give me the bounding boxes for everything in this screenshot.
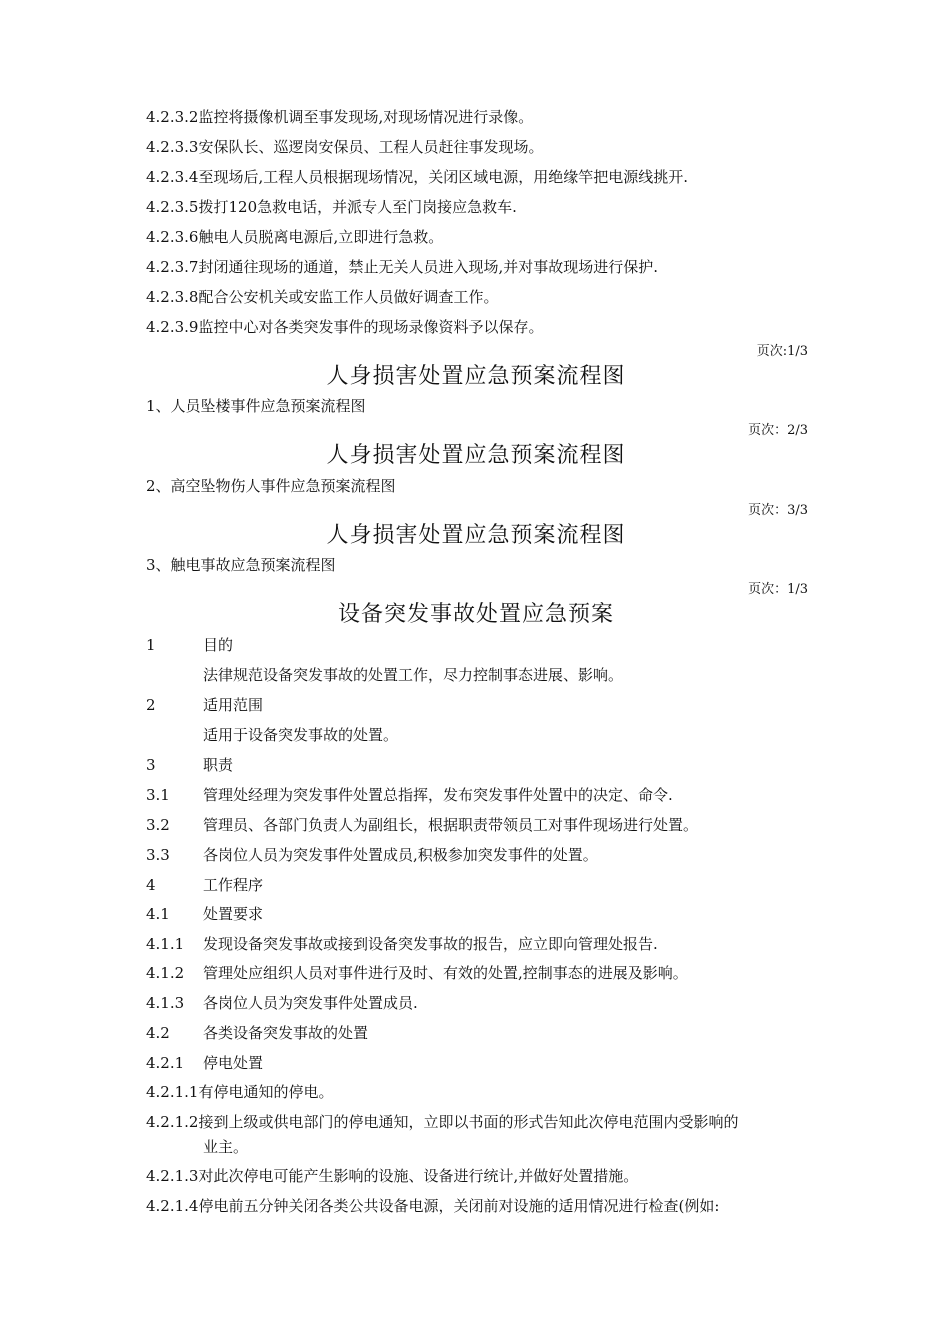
item-text: 适用于设备突发事故的处置。 bbox=[203, 726, 399, 744]
item-text: 管理处应组织人员对事件进行及时、有效的处置,控制事态的进展及影响。 bbox=[203, 964, 688, 982]
item-number: 4.2.3.6 bbox=[146, 228, 199, 246]
item-text: 各岗位人员为突发事件处置成员,积极参加突发事件的处置。 bbox=[203, 846, 598, 864]
item-text: 工作程序 bbox=[203, 876, 264, 894]
section-title: 人身损害处置应急预案流程图 bbox=[326, 443, 626, 468]
item-text: 管理处经理为突发事件处置总指挥，发布突发事件处置中的决定、命令. bbox=[203, 786, 673, 804]
item-4-2-3-2 bbox=[146, 106, 816, 128]
plan-item bbox=[146, 962, 816, 984]
plan-item bbox=[146, 1165, 816, 1187]
item-text: 封闭通往现场的通道，禁止无关人员进入现场,并对事故现场进行保护. bbox=[198, 258, 659, 276]
plan-item bbox=[146, 784, 816, 806]
item-text: 至现场后,工程人员根据现场情况，关闭区域电源，用绝缘竿把电源线挑开. bbox=[198, 168, 689, 186]
item-number: 2 bbox=[146, 696, 156, 714]
item-number: 4.2.3.8 bbox=[146, 288, 199, 306]
plan-item bbox=[146, 724, 816, 746]
item-text: 触电人员脱离电源后,立即进行急救。 bbox=[198, 228, 444, 246]
plan-item bbox=[146, 754, 816, 776]
page-number: 页次：1/3 bbox=[748, 582, 808, 597]
item-number: 4.2.1.4 bbox=[146, 1197, 199, 1215]
item-number: 4.1 bbox=[146, 905, 170, 923]
item-number: 4.1.2 bbox=[146, 964, 185, 982]
item-text: 拨打120急救电话，并派专人至门岗接应急救车. bbox=[198, 198, 517, 216]
item-number: 4.2.1.1 bbox=[146, 1083, 199, 1101]
plan-title: 设备突发事故处置应急预案 bbox=[337, 602, 614, 627]
plan-item bbox=[146, 874, 816, 896]
item-number: 3.2 bbox=[146, 816, 170, 834]
item-4-2-3-5 bbox=[146, 196, 816, 218]
item-number: 4.2.1.3 bbox=[146, 1167, 199, 1185]
item-number: 4.1.1 bbox=[146, 935, 185, 953]
section-subtitle: 1、人员坠楼事件应急预案流程图 bbox=[146, 397, 366, 415]
item-number: 4.2.1.2 bbox=[146, 1113, 199, 1131]
section-subtitle: 3、触电事故应急预案流程图 bbox=[146, 556, 336, 574]
item-text: 目的 bbox=[203, 636, 234, 654]
plan-item bbox=[146, 694, 816, 716]
plan-item bbox=[146, 844, 816, 866]
item-text: 监控中心对各类突发事件的现场录像资料予以保存。 bbox=[198, 318, 544, 336]
item-number: 4.2 bbox=[146, 1024, 170, 1042]
item-4-2-3-8 bbox=[146, 286, 816, 308]
item-number: 4.2.3.5 bbox=[146, 198, 199, 216]
page-number: 页次：3/3 bbox=[748, 503, 808, 518]
plan-item bbox=[146, 634, 816, 656]
plan-item bbox=[146, 664, 816, 686]
item-4-2-3-9 bbox=[146, 316, 816, 338]
item-text: 法律规范设备突发事故的处置工作，尽力控制事态进展、影响。 bbox=[203, 666, 624, 684]
item-number: 4.2.3.7 bbox=[146, 258, 199, 276]
item-number: 4.2.1 bbox=[146, 1054, 185, 1072]
item-4-2-3-4 bbox=[146, 166, 816, 188]
item-4-2-3-6 bbox=[146, 226, 816, 248]
item-text: 管理员、各部门负责人为副组长，根据职责带领员工对事件现场进行处置。 bbox=[203, 816, 699, 834]
item-text: 接到上级或供电部门的停电通知，立即以书面的形式告知此次停电范围内受影响的 bbox=[198, 1113, 739, 1131]
item-text: 职责 bbox=[203, 756, 234, 774]
item-number: 4.2.3.4 bbox=[146, 168, 199, 186]
continuation-text: 业主。 bbox=[203, 1138, 249, 1156]
plan-item bbox=[146, 992, 816, 1014]
page-number: 页次：2/3 bbox=[748, 423, 808, 438]
item-text: 适用范围 bbox=[203, 696, 264, 714]
plan-item bbox=[146, 1022, 816, 1044]
item-4-2-3-7 bbox=[146, 256, 816, 278]
section-title: 人身损害处置应急预案流程图 bbox=[326, 523, 626, 548]
item-number: 4.1.3 bbox=[146, 994, 185, 1012]
item-number: 3.3 bbox=[146, 846, 170, 864]
item-text: 停电处置 bbox=[203, 1054, 264, 1072]
page-number: 页次:1/3 bbox=[756, 344, 808, 359]
section-subtitle: 2、高空坠物伤人事件应急预案流程图 bbox=[146, 477, 396, 495]
plan-item bbox=[146, 903, 816, 925]
section-title: 人身损害处置应急预案流程图 bbox=[326, 364, 626, 389]
item-text: 安保队长、巡逻岗安保员、工程人员赶往事发现场。 bbox=[198, 138, 544, 156]
item-text: 停电前五分钟关闭各类公共设备电源，关闭前对设施的适用情况进行检查(例如: bbox=[198, 1197, 720, 1215]
item-text: 有停电通知的停电。 bbox=[198, 1083, 334, 1101]
plan-item bbox=[146, 1195, 816, 1217]
item-text: 配合公安机关或安监工作人员做好调查工作。 bbox=[198, 288, 499, 306]
item-text: 各类设备突发事故的处置 bbox=[203, 1024, 369, 1042]
item-number: 4.2.3.2 bbox=[146, 108, 199, 126]
item-number: 1 bbox=[146, 636, 156, 654]
item-number: 4.2.3.3 bbox=[146, 138, 199, 156]
plan-item bbox=[146, 1111, 816, 1133]
item-number: 3.1 bbox=[146, 786, 170, 804]
item-text: 发现设备突发事故或接到设备突发事故的报告，应立即向管理处报告. bbox=[203, 935, 658, 953]
item-text: 监控将摄像机调至事发现场,对现场情况进行录像。 bbox=[198, 108, 534, 126]
plan-item bbox=[146, 1052, 816, 1074]
item-4-2-3-3 bbox=[146, 136, 816, 158]
item-number: 4 bbox=[146, 876, 156, 894]
plan-item bbox=[146, 933, 816, 955]
item-text: 对此次停电可能产生影响的设施、设备进行统计,并做好处置措施。 bbox=[198, 1167, 639, 1185]
item-number: 4.2.3.9 bbox=[146, 318, 199, 336]
item-number: 3 bbox=[146, 756, 156, 774]
item-text: 各岗位人员为突发事件处置成员. bbox=[203, 994, 418, 1012]
item-text: 处置要求 bbox=[203, 905, 264, 923]
plan-item bbox=[146, 814, 816, 836]
plan-item bbox=[146, 1081, 816, 1103]
